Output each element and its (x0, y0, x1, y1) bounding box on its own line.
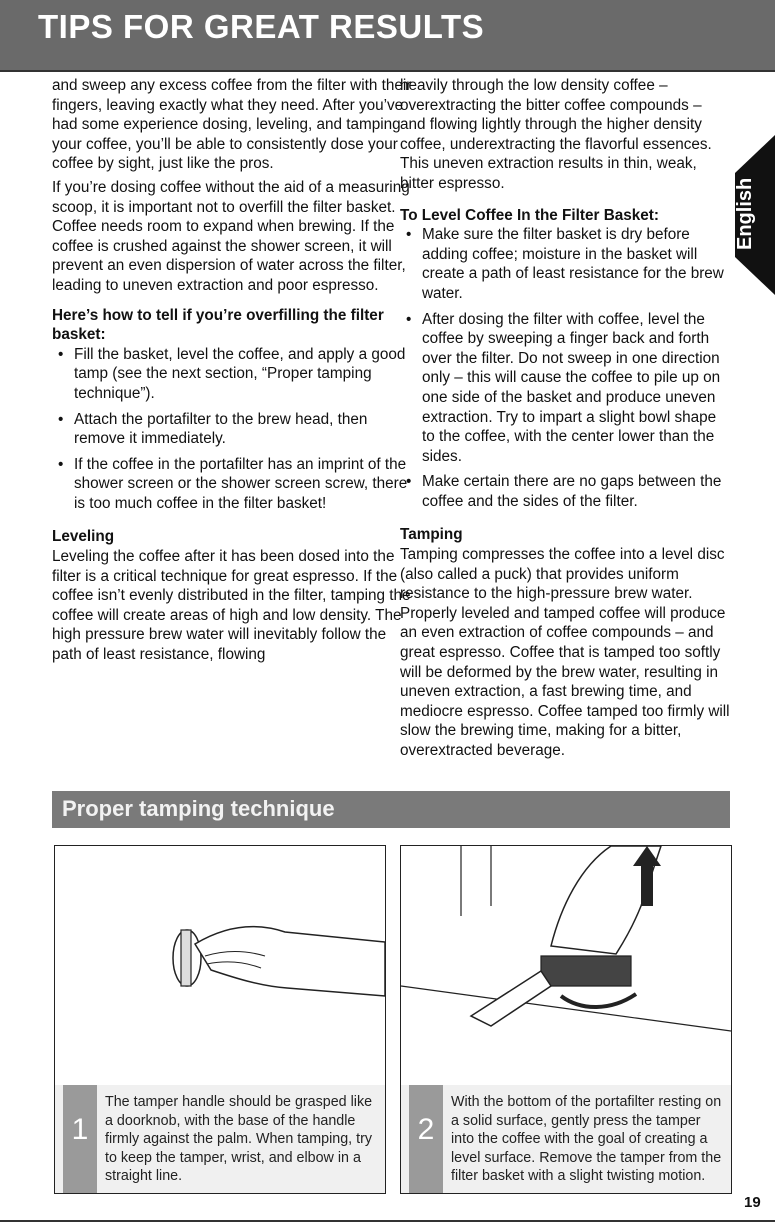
level-list (400, 225, 730, 511)
language-tab-label: English (734, 177, 756, 250)
paragraph-overfill: If you’re dosing coffee without the aid of a measuring scoop, it is important not to overfill the filter basket. Coffee needs room to expand when brewing. If the coffee is crushed against the shower screen, it will prevent an even dispersion of water across the filter, leading to uneven extraction and poor espresso. (52, 178, 410, 294)
right-column (400, 76, 730, 765)
paragraph-leveling: Leveling the coffee after it has been dosed into the filter is a critical technique for great espresso. If the coffee isn’t evenly distributed in the filter, tamping the coffee will create areas of high and low density. The high pressure brew water will inevitably follow the path of least resistance, flowing (52, 548, 411, 664)
step-number: 1 (71, 1113, 89, 1146)
step-text: With the bottom of the portafilter resting on a solid surface, gently press the tamper into the coffee with the goal of creating a level surface. Remove the tamper from the filter basket with a slight twisting motion. (451, 1094, 722, 1185)
section-title: Proper tamping technique (62, 796, 335, 821)
step-panel-1 (54, 845, 386, 1194)
left-column (52, 76, 412, 669)
paragraph-extraction: heavily through the low density coffee – overextracting the bitter coffee compounds – and flowing lightly through the higher density coffee, underextracting the flavorful essences. This uneven extraction results in thin, weak, bitter espresso. (400, 77, 712, 192)
list-item: • Attach the portafilter to the brew head, then remove it immediately. (52, 410, 412, 449)
page-number: 19 (744, 1194, 761, 1211)
step-panel-2 (400, 845, 732, 1194)
step-caption (401, 1085, 731, 1193)
level-heading: To Level Coffee In the Filter Basket: (400, 206, 659, 224)
step-caption (55, 1085, 385, 1193)
list-item: • If the coffee in the portafilter has an imprint of the shower screen or the shower screen screw, there is too much coffee in the filter basket! (52, 455, 412, 514)
overfill-heading: Here’s how to tell if you’re overfilling the filter basket: (52, 306, 384, 344)
leveling-heading: Leveling (52, 528, 115, 546)
tamping-heading: Tamping (400, 526, 463, 544)
step-text: The tamper handle should be grasped like a doorknob, with the base of the handle firmly against the palm. When tamping, try to keep the tamper, wrist, and elbow in a straight line. (105, 1094, 373, 1185)
list-item: • Fill the basket, level the coffee, and apply a good tamp (see the next section, “Proper tamping technique”). (52, 345, 412, 404)
list-item: • After dosing the filter with coffee, level the coffee by sweeping a finger back and forth over the filter. Do not sweep in one direction only – this will cause the coffee to pile up on one side of the basket and produce uneven extraction. Try to impart a slight bowl shape to the coffee, with the center lower than the sides. (400, 310, 730, 467)
tamping-illustration (401, 846, 731, 1086)
list-item: • Make sure the filter basket is dry before adding coffee; moisture in the basket will create a path of least resistance for the brew water. (400, 225, 730, 303)
bottom-rule (0, 1220, 775, 1222)
overfill-list (52, 345, 412, 514)
paragraph-intro: and sweep any excess coffee from the filter with their fingers, leaving exactly what they need. After you’ve had some experience dosing, leveling, and tamping your coffee, you’ll be able to consistently dose your coffee by sight, just like the pros. (52, 77, 412, 173)
list-item: • Make certain there are no gaps between the coffee and the sides of the filter. (400, 472, 730, 511)
tamper-grip-illustration (55, 846, 385, 1086)
paragraph-tamping: Tamping compresses the coffee into a level disc (also called a puck) that provides uniform resistance to the high-pressure brew water. Properly leveled and tamped coffee will produce an even extraction of coffee compounds – and great espresso. Coffee that is tamped too softly will be deformed by the brew water, resulting in uneven extraction, a fast brewing time, and mediocre espresso. Coffee tamped too firmly will slow the brewing time, making for a bitter, overextracted beverage. (400, 546, 730, 759)
step-number: 2 (417, 1113, 435, 1146)
page-header-title: TIPS FOR GREAT RESULTS (38, 8, 485, 45)
